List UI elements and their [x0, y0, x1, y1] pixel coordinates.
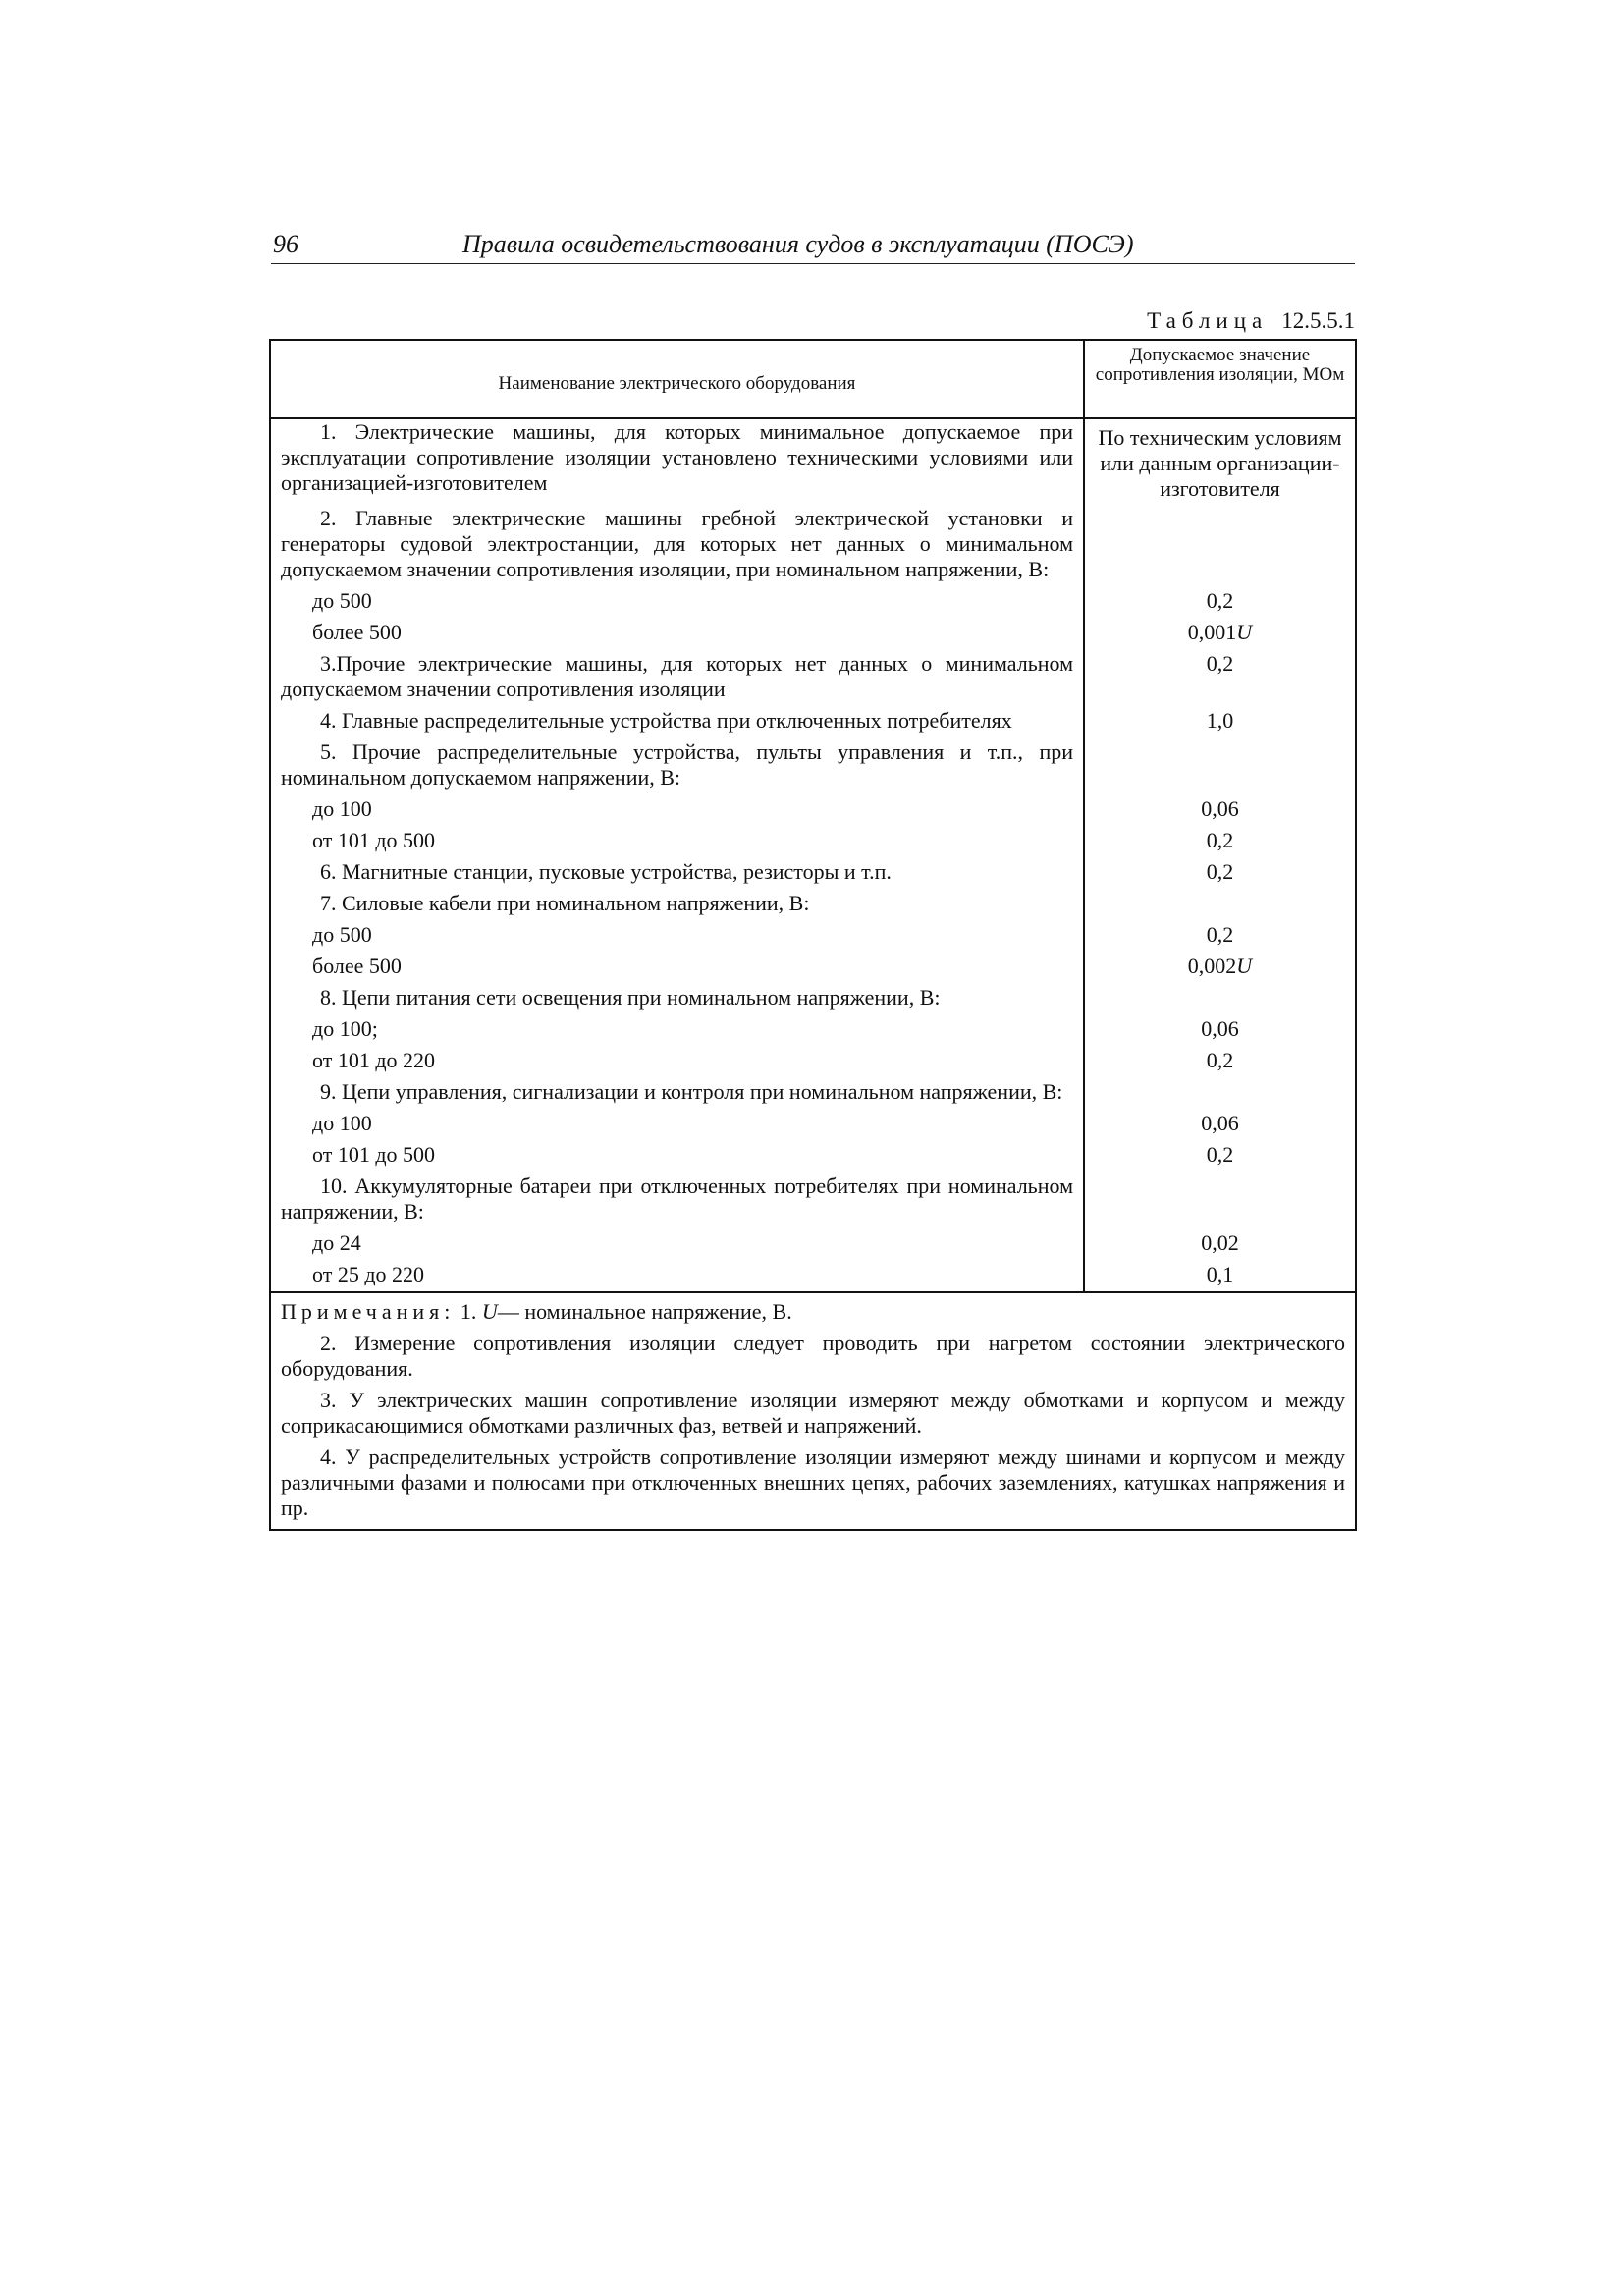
table-row — [271, 916, 1355, 948]
row-name: от 25 до 220 — [271, 1256, 1085, 1291]
row-value: По техническим условиям или данным организации-изготовителя — [1098, 425, 1342, 501]
row-name: до 24 — [271, 1225, 1085, 1256]
col-header-resistance: Допускаемое значение сопротивления изоляции, МОм — [1095, 345, 1345, 385]
row-value — [1085, 979, 1355, 1011]
insulation-table — [269, 339, 1357, 1531]
table-row — [271, 1168, 1355, 1225]
table-row — [271, 582, 1355, 614]
row-name: 2. Главные электрические машины гребной электрической установки и генераторы судовой электростанции, для которых нет данных о минимальном допускаемом значении сопротивления изоляции, при номинальном напряжении, В: — [271, 502, 1085, 582]
note-1 — [281, 1299, 1345, 1325]
table-row — [271, 1011, 1355, 1042]
row-value: 0,2 — [1206, 1142, 1234, 1167]
row-name: до 500 — [271, 916, 1085, 948]
row-value: 0,2 — [1206, 922, 1234, 947]
row-name: 3.Прочие электрические машины, для которых нет данных о минимальном допускаемом значении сопротивления изоляции — [271, 645, 1085, 702]
table-row — [271, 1042, 1355, 1073]
table-caption-number: 12.5.5.1 — [1281, 308, 1355, 333]
table-row — [271, 791, 1355, 822]
note-1-text: — номинальное напряжение, В. — [497, 1299, 792, 1324]
row-value: 0,2 — [1206, 651, 1234, 676]
row-value — [1085, 885, 1355, 916]
note-1-num: 1. — [460, 1299, 477, 1324]
row-value: 0,2 — [1206, 1048, 1234, 1072]
table-row — [271, 1136, 1355, 1168]
row-name: до 100 — [271, 791, 1085, 822]
col-header-equipment: Наименование электрического оборудования — [271, 341, 1085, 417]
row-name: 1. Электрические машины, для которых минимальное допускаемое при эксплуатации сопротивление изоляции установлено техническими условиями или организацией-изготовителем — [271, 419, 1085, 502]
table-row — [271, 502, 1355, 582]
table-caption-word: Таблица — [1147, 308, 1269, 333]
row-name: от 101 до 500 — [271, 1136, 1085, 1168]
row-name: от 101 до 220 — [271, 1042, 1085, 1073]
table-row — [271, 822, 1355, 853]
row-value: 0,06 — [1201, 1016, 1239, 1041]
table-body — [271, 419, 1355, 1291]
row-value: 0,02 — [1201, 1230, 1239, 1255]
table-header-row — [271, 341, 1355, 419]
running-title: Правила освидетельствования судов в эксплуатации (ПОСЭ) — [462, 230, 1134, 258]
notes-label: Примечания: — [281, 1299, 456, 1324]
note-2: 2. Измерение сопротивления изоляции следует проводить при нагретом состоянии электрического оборудования. — [281, 1331, 1345, 1381]
table-row — [271, 614, 1355, 645]
table-row — [271, 734, 1355, 791]
row-value: 0,2 — [1206, 588, 1234, 613]
row-value — [1085, 734, 1355, 791]
table-row — [271, 1073, 1355, 1105]
row-name: 5. Прочие распределительные устройства, пульты управления и т.п., при номинальном допускаемом напряжении, В: — [271, 734, 1085, 791]
row-value — [1085, 1168, 1355, 1225]
row-name: от 101 до 500 — [271, 822, 1085, 853]
row-name: 9. Цепи управления, сигнализации и контроля при номинальном напряжении, В: — [271, 1073, 1085, 1105]
page-number: 96 — [273, 230, 298, 258]
row-name: 4. Главные распределительные устройства при отключенных потребителях — [271, 702, 1085, 734]
row-value: 0,1 — [1206, 1262, 1234, 1286]
row-value: 0,002U — [1187, 954, 1253, 978]
table-row — [271, 853, 1355, 885]
row-value — [1085, 502, 1355, 582]
table-caption — [1147, 308, 1355, 334]
table-row — [271, 1256, 1355, 1291]
row-value: 0,2 — [1206, 859, 1234, 884]
note-1-symbol: U — [481, 1299, 498, 1324]
row-name: до 500 — [271, 582, 1085, 614]
table-row — [271, 948, 1355, 979]
row-name: 10. Аккумуляторные батареи при отключенных потребителях при номинальном напряжении, В: — [271, 1168, 1085, 1225]
row-name: 8. Цепи питания сети освещения при номинальном напряжении, В: — [271, 979, 1085, 1011]
row-name: более 500 — [271, 614, 1085, 645]
row-value — [1085, 1073, 1355, 1105]
row-name: до 100 — [271, 1105, 1085, 1136]
running-header — [271, 230, 1355, 264]
table-notes — [271, 1291, 1355, 1529]
row-value: 1,0 — [1206, 708, 1234, 733]
row-name: 6. Магнитные станции, пусковые устройства, резисторы и т.п. — [271, 853, 1085, 885]
table-row — [271, 1105, 1355, 1136]
table-row — [271, 645, 1355, 702]
row-value: 0,001U — [1187, 620, 1253, 644]
table-row — [271, 885, 1355, 916]
note-4: 4. У распределительных устройств сопротивление изоляции измеряют между шинами и корпусом и между различными фазами и полюсами при отключенных внешних цепях, рабочих заземлениях, катушках напряжения и пр. — [281, 1445, 1345, 1520]
row-value: 0,2 — [1206, 828, 1234, 852]
row-value: 0,06 — [1201, 1111, 1239, 1135]
note-3: 3. У электрических машин сопротивление изоляции измеряют между обмотками и корпусом и между соприкасающимися обмотками различных фаз, ветвей и напряжений. — [281, 1388, 1345, 1438]
table-row — [271, 979, 1355, 1011]
row-name: более 500 — [271, 948, 1085, 979]
row-name: до 100; — [271, 1011, 1085, 1042]
row-value: 0,06 — [1201, 796, 1239, 821]
table-row — [271, 702, 1355, 734]
table-row — [271, 419, 1355, 502]
row-name: 7. Силовые кабели при номинальном напряжении, В: — [271, 885, 1085, 916]
table-row — [271, 1225, 1355, 1256]
